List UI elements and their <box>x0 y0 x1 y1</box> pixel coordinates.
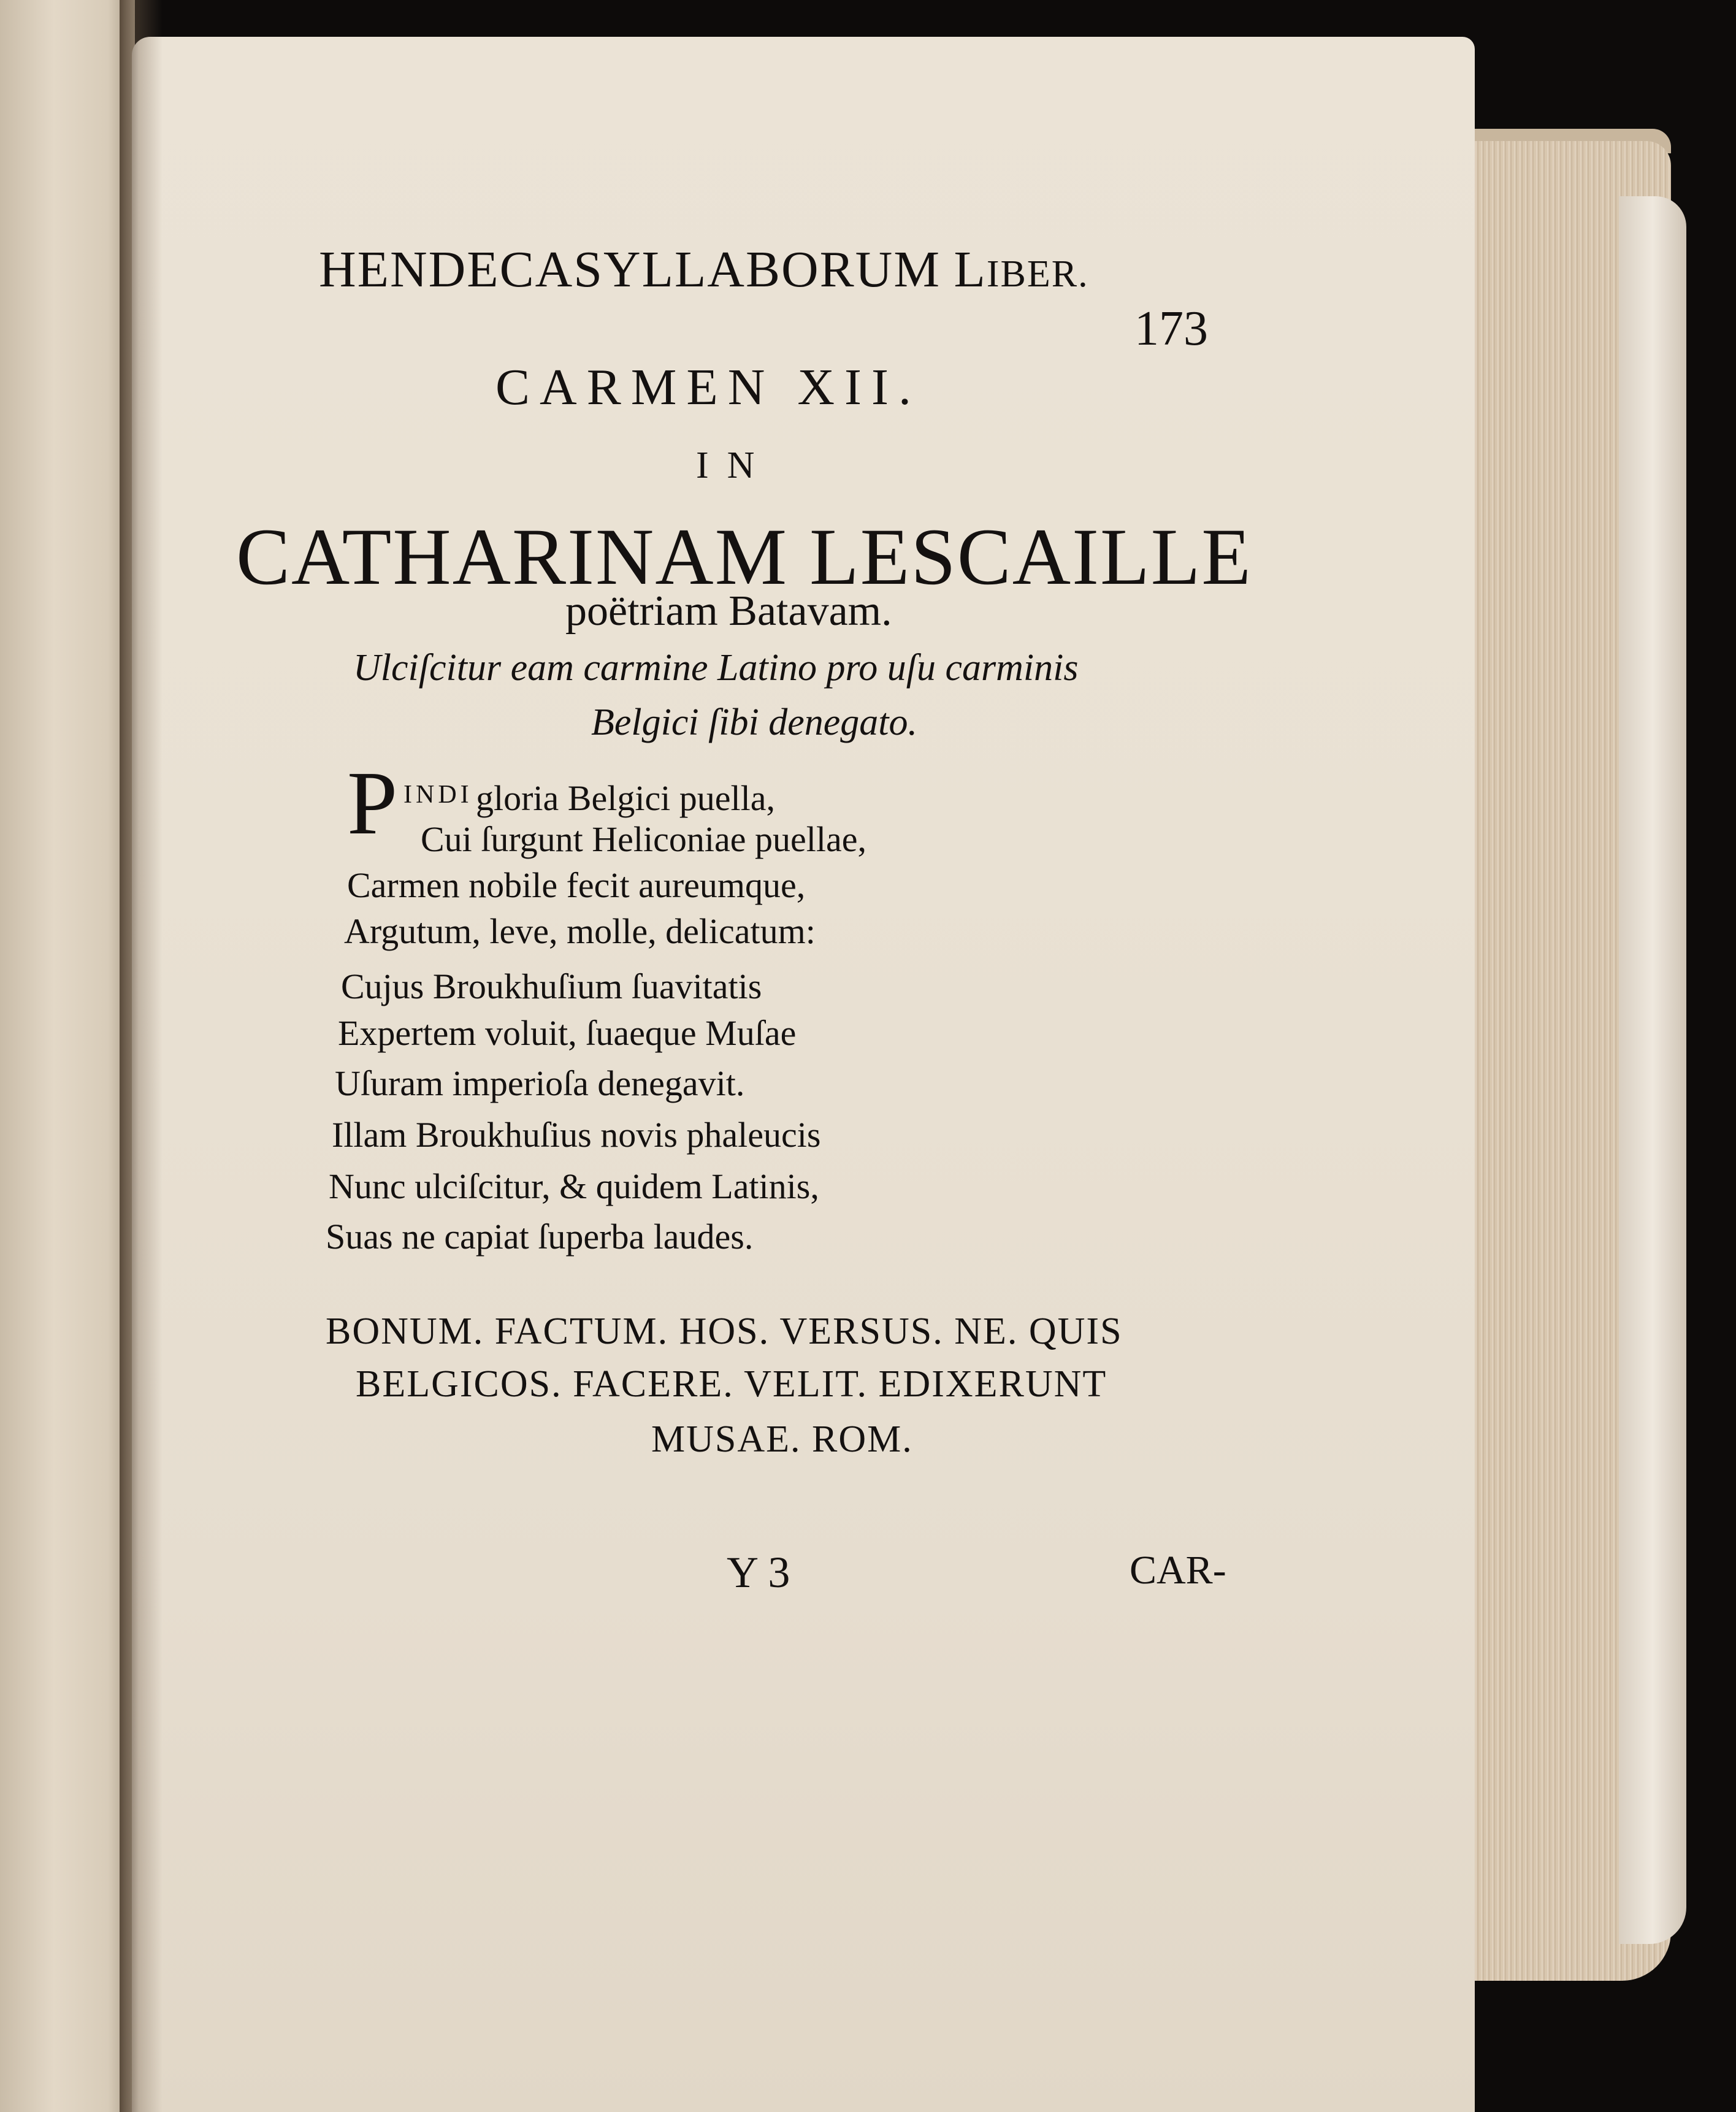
poem-line-1-rest: gloria Belgici puella, <box>476 778 776 818</box>
right-page <box>132 37 1475 2112</box>
argument-line-2: Belgici ſibi denegato. <box>591 702 918 743</box>
closing-line-3: MUSAE. ROM. <box>651 1418 913 1460</box>
poem-line: Expertem voluit, ſuaeque Muſae <box>338 1013 797 1053</box>
closing-line-2: BELGICOS. FACERE. VELIT. EDIXERUNT <box>356 1363 1107 1405</box>
poem-line: Cujus Broukhuſium ſuavitatis <box>341 966 762 1006</box>
running-head-liber-initial: L <box>954 241 987 298</box>
signature-mark: Y 3 <box>727 1548 790 1597</box>
poem-line: Cui ſurgunt Heliconiae puellae, <box>421 819 866 859</box>
page-number: 173 <box>1134 302 1208 356</box>
carmen-title: CARMEN XII. <box>495 359 921 416</box>
drop-cap: P <box>347 753 398 854</box>
poem-subject: CATHARINAM LESCAILLE <box>236 511 1252 602</box>
running-head <box>319 241 1089 298</box>
poem-line: Illam Broukhuſius novis phaleucis <box>332 1115 821 1155</box>
running-head-title: HENDECASYLLABORUM <box>319 241 941 298</box>
first-word-caps: INDI <box>403 781 473 809</box>
catchword: CAR- <box>1130 1548 1226 1593</box>
running-head-liber-rest: IBER. <box>986 253 1089 295</box>
gutter-shadow <box>120 0 163 2112</box>
poem-line: Argutum, leve, molle, delicatum: <box>344 911 816 951</box>
closing-line-1: BONUM. FACTUM. HOS. VERSUS. NE. QUIS <box>326 1310 1123 1352</box>
in-word: IN <box>696 445 773 486</box>
poem-line: Suas ne capiat ſuperba laudes. <box>326 1217 754 1257</box>
poem-subject-line2: poëtriam Batavam. <box>565 587 892 635</box>
argument-line-1: Ulciſcitur eam carmine Latino pro uſu carminis <box>353 647 1079 689</box>
poem-line: Uſuram imperioſa denegavit. <box>335 1063 745 1103</box>
cover-edge <box>1619 196 1686 1944</box>
left-page <box>0 0 135 2112</box>
poem-line: Carmen nobile fecit aureumque, <box>347 865 806 905</box>
poem-line: Nunc ulciſcitur, & quidem Latinis, <box>329 1166 819 1206</box>
